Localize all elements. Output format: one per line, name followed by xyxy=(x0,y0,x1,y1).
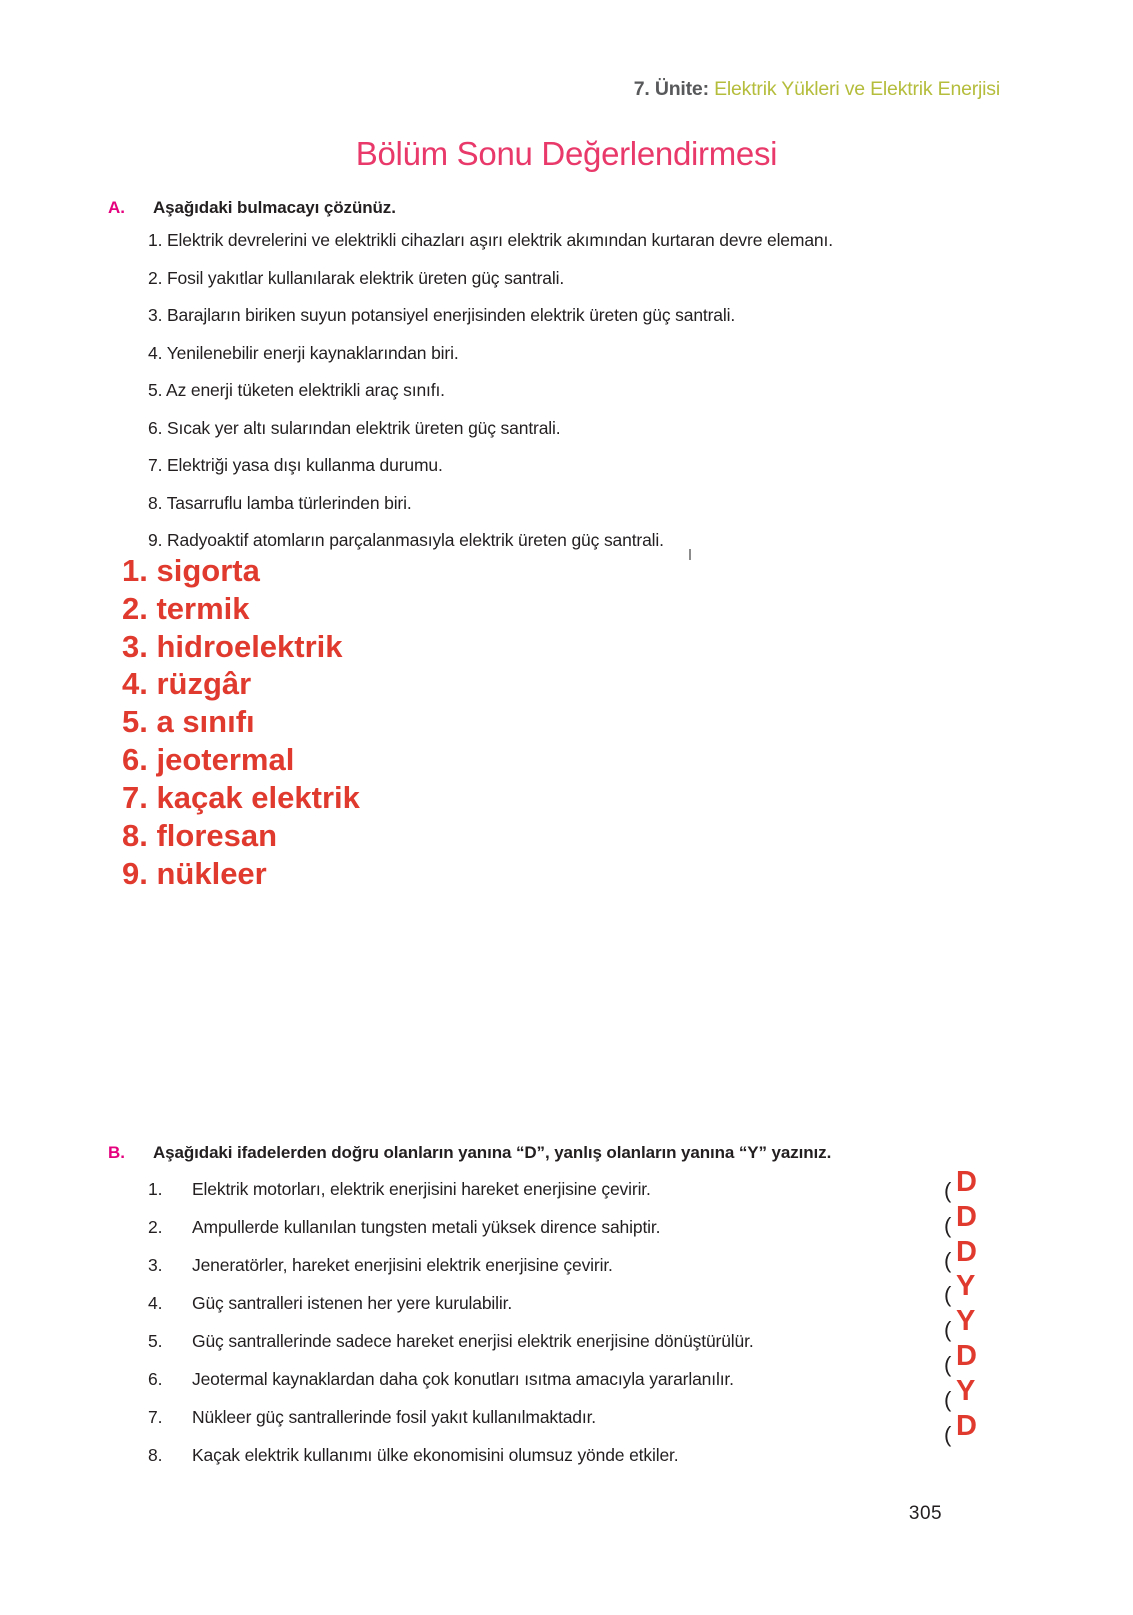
answer-item: 7. kaçak elektrik xyxy=(122,779,360,815)
open-paren: ( xyxy=(944,1317,952,1343)
answer-item: 1. sigorta xyxy=(122,553,260,588)
statement-number: 4. xyxy=(148,1293,163,1313)
statement-number: 1. xyxy=(148,1179,163,1199)
statement-text: Kaçak elektrik kullanımı ülke ekonomisini olumsuz yönde etkiler. xyxy=(192,1445,679,1465)
statement-text: Jeneratörler, hareket enerjisini elektrik enerjisine çevirir. xyxy=(192,1255,613,1275)
running-header xyxy=(634,78,1000,101)
statement-text: Ampullerde kullanılan tungsten metali yüksek dirence sahiptir. xyxy=(192,1217,661,1237)
open-paren: ( xyxy=(944,1351,952,1377)
crossword-clue-list xyxy=(148,232,1008,550)
clue-item: 5. Az enerji tüketen elektrikli araç sınıfı. xyxy=(148,380,445,400)
clue-item: 1. Elektrik devrelerini ve elektrikli cihazları aşırı elektrik akımından kurtaran devre elemanı. xyxy=(148,230,833,250)
answer-item: 6. jeotermal xyxy=(122,742,295,778)
answer-item: 8. floresan xyxy=(122,817,278,853)
statement-row xyxy=(148,1445,1008,1466)
statement-row xyxy=(148,1369,1008,1390)
answer-item: 9. nükleer xyxy=(122,855,267,891)
section-b-letter: B. xyxy=(108,1143,125,1162)
statement-row xyxy=(148,1293,1008,1314)
answer-mark: D xyxy=(956,1339,977,1372)
section-b-heading-row xyxy=(108,1143,1008,1163)
answer-mark: Y xyxy=(956,1374,976,1407)
clue-item: 9. Radyoaktif atomların parçalanmasıyla elektrik üreten güç santrali. xyxy=(148,530,664,550)
clue-item: 8. Tasarruflu lamba türlerinden biri. xyxy=(148,492,412,513)
statement-number: 3. xyxy=(148,1255,163,1275)
open-paren: ( xyxy=(944,1212,952,1238)
answer-mark: D xyxy=(956,1166,977,1198)
answer-mark: D xyxy=(956,1409,977,1442)
statement-row xyxy=(148,1217,1008,1238)
statement-text: Güç santrallerinde sadece hareket enerjisi elektrik enerjisine dönüştürülür. xyxy=(192,1331,754,1351)
open-paren: ( xyxy=(944,1247,952,1273)
statement-number: 8. xyxy=(148,1445,163,1465)
open-paren: ( xyxy=(944,1386,952,1412)
statement-number: 2. xyxy=(148,1217,163,1237)
clue-item: 6. Sıcak yer altı sularından elektrik üreten güç santrali. xyxy=(148,417,561,438)
statement-row xyxy=(148,1179,1008,1200)
open-paren: ( xyxy=(944,1282,952,1308)
page-title: Bölüm Sonu Değerlendirmesi xyxy=(355,135,778,172)
statement-text: Güç santralleri istenen her yere kurulabilir. xyxy=(192,1293,513,1313)
answer-item: 2. termik xyxy=(122,590,250,626)
statement-number: 7. xyxy=(148,1407,163,1427)
answer-mark: Y xyxy=(956,1270,976,1303)
statement-number: 5. xyxy=(148,1331,163,1351)
statement-row xyxy=(148,1407,1008,1428)
section-a xyxy=(108,198,1008,570)
open-paren: ( xyxy=(944,1178,952,1203)
open-paren: ( xyxy=(944,1421,952,1447)
unit-name: Elektrik Yükleri ve Elektrik Enerjisi xyxy=(714,78,1000,100)
section-a-heading-row xyxy=(108,198,1008,218)
clue-item: 3. Barajların biriken suyun potansiyel enerjisinden elektrik üreten güç santrali. xyxy=(148,305,736,325)
page-number-container xyxy=(0,1503,1133,1525)
section-a-heading: Aşağıdaki bulmacayı çözünüz. xyxy=(153,198,396,217)
answer-mark: D xyxy=(956,1200,977,1233)
section-b xyxy=(108,1143,1008,1483)
answer-item: 4. rüzgâr xyxy=(122,666,252,702)
clue-item: 4. Yenilenebilir enerji kaynaklarından biri. xyxy=(148,342,459,363)
statement-row xyxy=(148,1331,1008,1352)
clue-item: 2. Fosil yakıtlar kullanılarak elektrik üreten güç santrali. xyxy=(148,267,565,288)
statement-row xyxy=(148,1255,1008,1276)
section-a-letter: A. xyxy=(108,198,125,217)
page-number: 305 xyxy=(908,1503,943,1524)
statement-text: Elektrik motorları, elektrik enerjisini hareket enerjisine çevirir. xyxy=(192,1179,651,1199)
statement-text: Jeotermal kaynaklardan daha çok konutları ısıtma amacıyla yararlanılır. xyxy=(192,1369,734,1389)
unit-number: 7. Ünite: xyxy=(633,78,709,100)
section-a-answer-list xyxy=(122,552,360,892)
statement-text: Nükleer güç santrallerinde fosil yakıt kullanılmaktadır. xyxy=(192,1407,597,1427)
section-b-heading: Aşağıdaki ifadelerden doğru olanların yanına “D”, yanlış olanların yanına “Y” yazınız. xyxy=(153,1143,832,1162)
clue-item: 7. Elektriği yasa dışı kullanma durumu. xyxy=(148,455,443,475)
statement-number: 6. xyxy=(148,1369,163,1389)
answer-mark: Y xyxy=(956,1305,976,1338)
answer-item: 5. a sınıfı xyxy=(122,704,255,740)
answer-mark: D xyxy=(956,1235,977,1268)
stray-pen-mark xyxy=(689,549,691,560)
answer-item: 3. hidroelektrik xyxy=(122,628,343,664)
true-false-statement-list xyxy=(148,1179,1008,1466)
